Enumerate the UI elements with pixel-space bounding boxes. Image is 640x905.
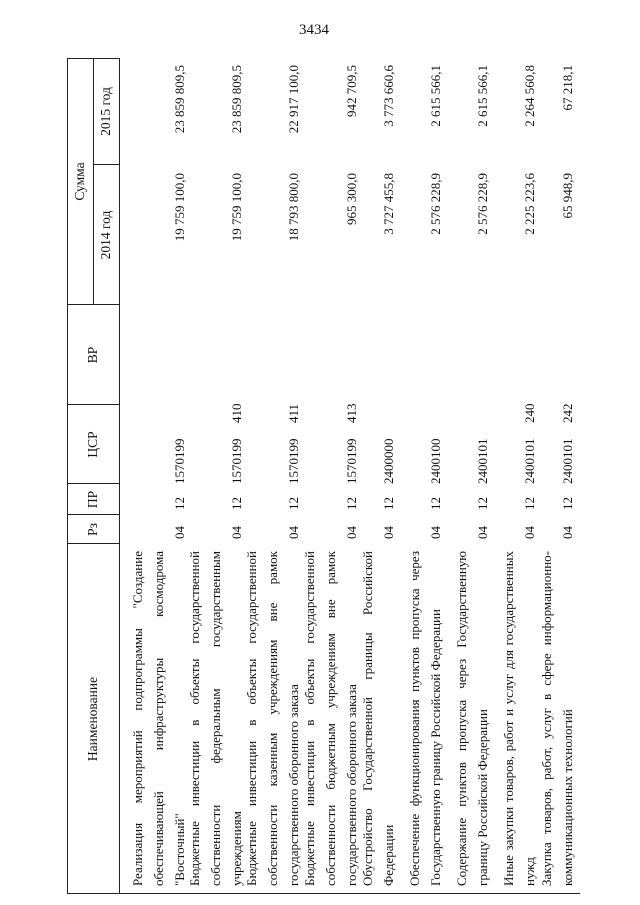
row-name: Бюджетные инвестиции в объекты государственной собственности федеральным государственным учреждениям [187, 551, 244, 886]
row-vr: 411 [286, 403, 301, 423]
row-name: Обустройство Государственной границы Российской Федерации [360, 551, 396, 886]
rotated-table-frame [67, 58, 580, 894]
row-rz: 04 [428, 526, 443, 539]
header-vr: ВР [85, 346, 100, 364]
header-bottom-rule [119, 58, 120, 894]
row-name: Обеспечение функционирования пунктов пропуска через Государственную границу Российской Федерации [407, 551, 443, 886]
row-rz: 04 [344, 526, 359, 539]
row-name: Бюджетные инвестиции в объекты государственной собственности казенным учреждениям вне рамок государственного оборонного заказа [244, 551, 301, 886]
row-vr: 413 [344, 403, 359, 423]
row-pr: 12 [229, 497, 244, 510]
row-vr: 410 [229, 403, 244, 423]
header-2014: 2014 год [98, 210, 113, 260]
row-2014: 2 576 228,9 [428, 173, 443, 235]
row-2015: 2 615 566,1 [428, 65, 443, 127]
row-2014: 18 793 800,0 [286, 173, 301, 242]
header-name: Наименование [85, 676, 100, 762]
row-csr: 1570199 [172, 438, 187, 484]
row-csr: 2400000 [381, 438, 396, 484]
row-rz: 04 [172, 526, 187, 539]
row-rz: 04 [286, 526, 301, 539]
row-2014: 19 759 100,0 [229, 173, 244, 242]
row-rz: 04 [475, 526, 490, 539]
row-2014: 2 576 228,9 [475, 173, 490, 235]
row-csr: 1570199 [229, 438, 244, 484]
row-csr: 2400100 [428, 438, 443, 484]
row-2015: 3 773 660,6 [381, 65, 396, 127]
row-2014: 19 759 100,0 [172, 173, 187, 242]
row-name: Содержание пунктов пропуска через Государственную границу Российской Федерации [454, 551, 490, 886]
row-2014: 965 300,0 [344, 173, 359, 225]
row-csr: 2400101 [475, 438, 490, 484]
row-pr: 12 [428, 497, 443, 510]
row-rz: 04 [381, 526, 396, 539]
row-csr: 2400101 [522, 438, 537, 484]
row-pr: 12 [344, 497, 359, 510]
row-rz: 04 [522, 526, 537, 539]
row-2015: 2 615 566,1 [475, 65, 490, 127]
row-name: Иные закупки товаров, работ и услуг для государственных нужд [501, 551, 537, 886]
row-2015: 942 709,5 [344, 65, 359, 117]
row-vr: 240 [522, 403, 537, 423]
row-rz: 04 [229, 526, 244, 539]
row-pr: 12 [560, 497, 575, 510]
row-name: Бюджетные инвестиции в объекты государственной собственности бюджетным учреждениям вне рамок государственного оборонного заказа [302, 551, 359, 886]
row-2015: 2 264 560,8 [522, 65, 537, 127]
row-2015: 23 859 809,5 [229, 65, 244, 134]
page-number: 3434 [299, 22, 329, 38]
row-name: Реализация мероприятий подпрограммы "Создание обеспечивающей инфраструктуры космодрома "Восточный" [130, 551, 187, 886]
row-2015: 22 917 100,0 [286, 65, 301, 134]
row-csr: 2400101 [560, 438, 575, 484]
header-csr: ЦСР [85, 431, 100, 458]
row-2014: 3 727 455,8 [381, 173, 396, 235]
row-2015: 67 218,1 [560, 65, 575, 111]
row-name: Закупка товаров, работ, услуг в сфере информационно-коммуникационных технологий [539, 551, 575, 886]
row-vr: 242 [560, 403, 575, 423]
row-pr: 12 [475, 497, 490, 510]
header-rz: Рз [85, 523, 100, 536]
row-pr: 12 [286, 497, 301, 510]
row-2014: 2 225 223,6 [522, 173, 537, 235]
row-csr: 1570199 [344, 438, 359, 484]
budget-table [67, 58, 580, 894]
header-sum: Сумма [72, 162, 87, 201]
row-2014: 65 948,9 [560, 173, 575, 219]
header-2015: 2015 год [98, 87, 113, 136]
row-pr: 12 [381, 497, 396, 510]
header-pr: ПР [85, 490, 100, 509]
row-pr: 12 [522, 497, 537, 510]
row-2015: 23 859 809,5 [172, 65, 187, 134]
row-pr: 12 [172, 497, 187, 510]
row-csr: 1570199 [286, 438, 301, 484]
row-rz: 04 [560, 526, 575, 539]
